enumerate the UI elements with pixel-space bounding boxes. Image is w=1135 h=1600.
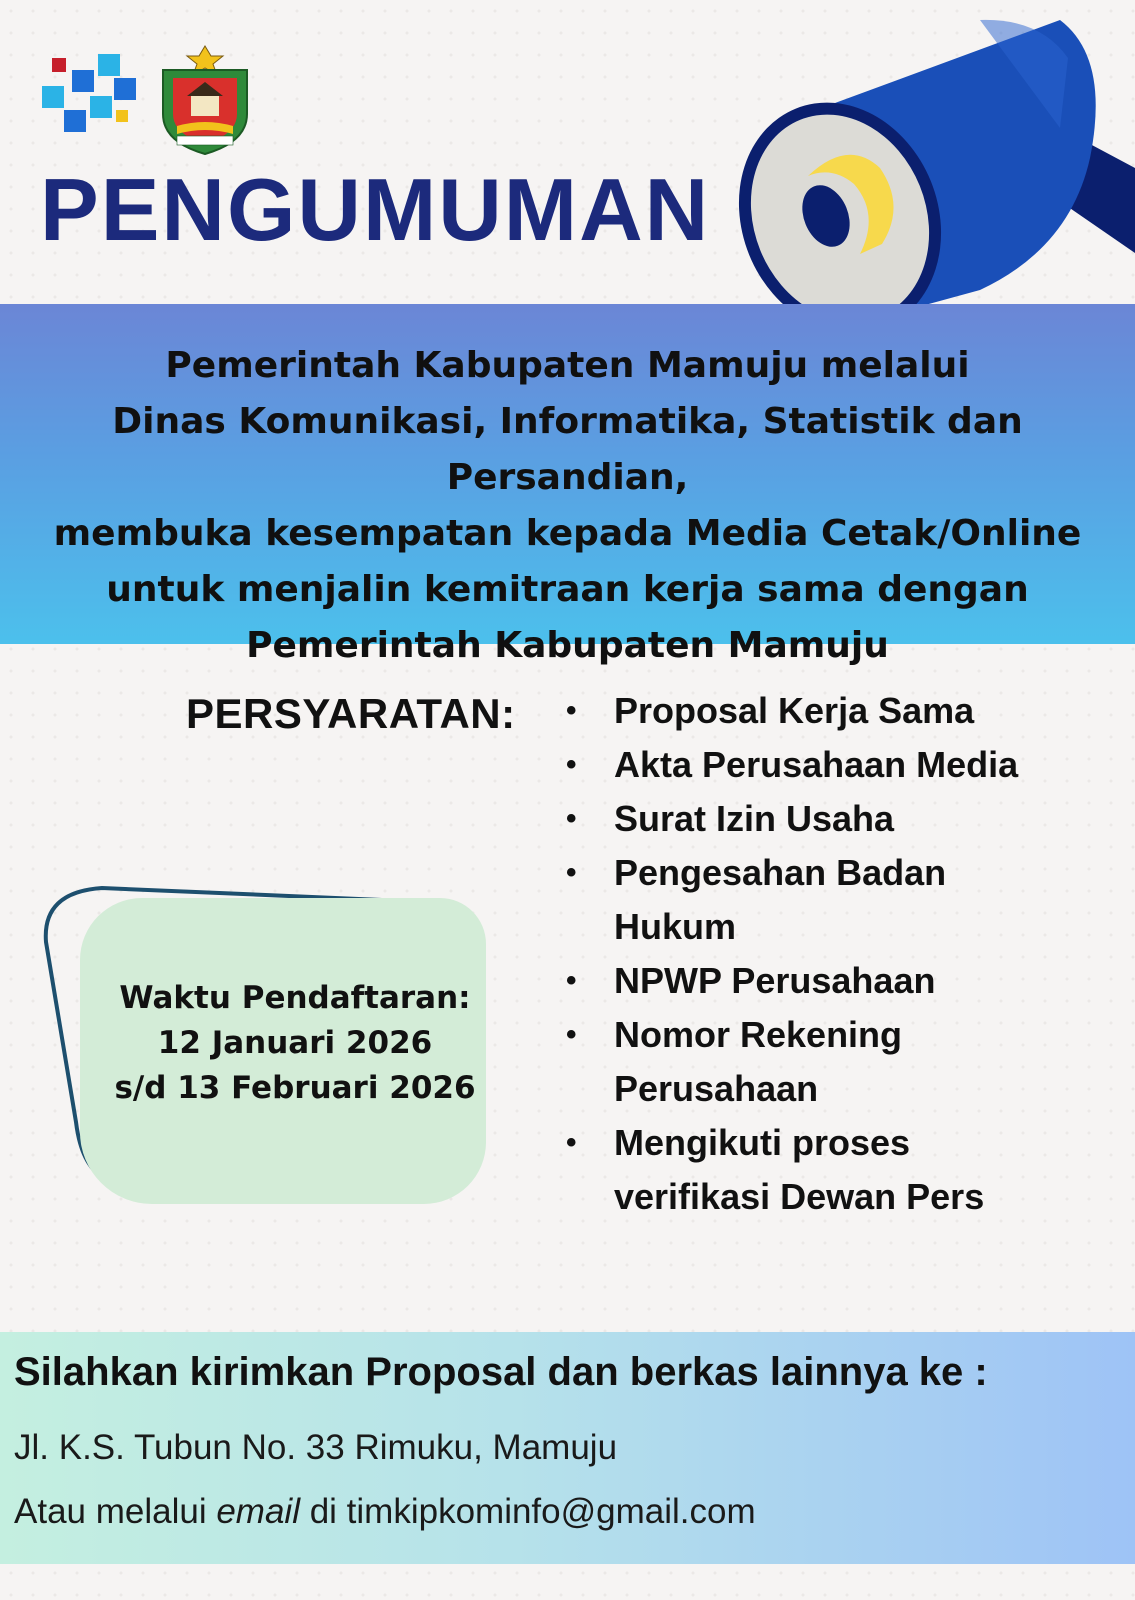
intro-line: Pemerintah Kabupaten Mamuju melalui [165, 345, 970, 386]
email-prefix: Atau melalui [14, 1492, 217, 1531]
intro-line: membuka kesempatan kepada Media Cetak/Online [53, 513, 1082, 554]
bullet-icon: • [566, 856, 577, 889]
requirement-text: Nomor Rekening [614, 1014, 903, 1055]
registration-start: 12 Januari 2026 [157, 1025, 433, 1061]
intro-line: Pemerintah Kabupaten Mamuju [246, 625, 889, 666]
intro-line: Dinas Komunikasi, Informatika, Statistik dan Persandian, [112, 401, 1023, 498]
kabupaten-mamuju-crest [155, 44, 255, 156]
requirement-item [566, 1008, 1086, 1116]
requirement-text: Hukum [614, 906, 737, 947]
requirement-text: Mengikuti proses [614, 1122, 911, 1163]
bullet-icon: • [566, 964, 577, 997]
contact-title: Silahkan kirimkan Proposal dan berkas lainnya ke : [14, 1350, 988, 1394]
kominfo-logo [40, 48, 138, 146]
bullet-icon: • [566, 748, 577, 781]
contact-address: Jl. K.S. Tubun No. 33 Rimuku, Mamuju [14, 1428, 618, 1467]
requirement-item [566, 1116, 1086, 1224]
email-mid: di [299, 1492, 347, 1531]
email-address: timkipkominfo@gmail.com [346, 1492, 756, 1531]
intro-line: untuk menjalin kemitraan kerja sama dengan [106, 569, 1029, 610]
contact-email-line [14, 1492, 756, 1532]
requirement-text: Proposal Kerja Sama [614, 690, 975, 731]
requirement-item [566, 684, 1086, 738]
requirement-item [566, 738, 1086, 792]
requirements-label: PERSYARATAN: [186, 690, 516, 737]
bullet-icon: • [566, 802, 577, 835]
requirement-item [566, 792, 1086, 846]
page-title: PENGUMUMAN [40, 160, 711, 259]
requirement-text: verifikasi Dewan Pers [614, 1176, 985, 1217]
requirement-item [566, 954, 1086, 1008]
registration-text [100, 976, 490, 1111]
bullet-icon: • [566, 694, 577, 727]
requirement-text: NPWP Perusahaan [614, 960, 936, 1001]
email-word: email [216, 1492, 300, 1531]
requirements-list [566, 684, 1086, 1224]
bullet-icon: • [566, 1126, 577, 1159]
registration-end: s/d 13 Februari 2026 [114, 1070, 476, 1106]
registration-label: Waktu Pendaftaran: [119, 980, 471, 1016]
intro-text [0, 338, 1135, 674]
requirement-text: Perusahaan [614, 1068, 819, 1109]
requirement-text: Surat Izin Usaha [614, 798, 895, 839]
megaphone-icon [730, 18, 1135, 348]
requirement-text: Pengesahan Badan [614, 852, 947, 893]
requirement-text: Akta Perusahaan Media [614, 744, 1019, 785]
requirement-item [566, 846, 1086, 954]
bullet-icon: • [566, 1018, 577, 1051]
